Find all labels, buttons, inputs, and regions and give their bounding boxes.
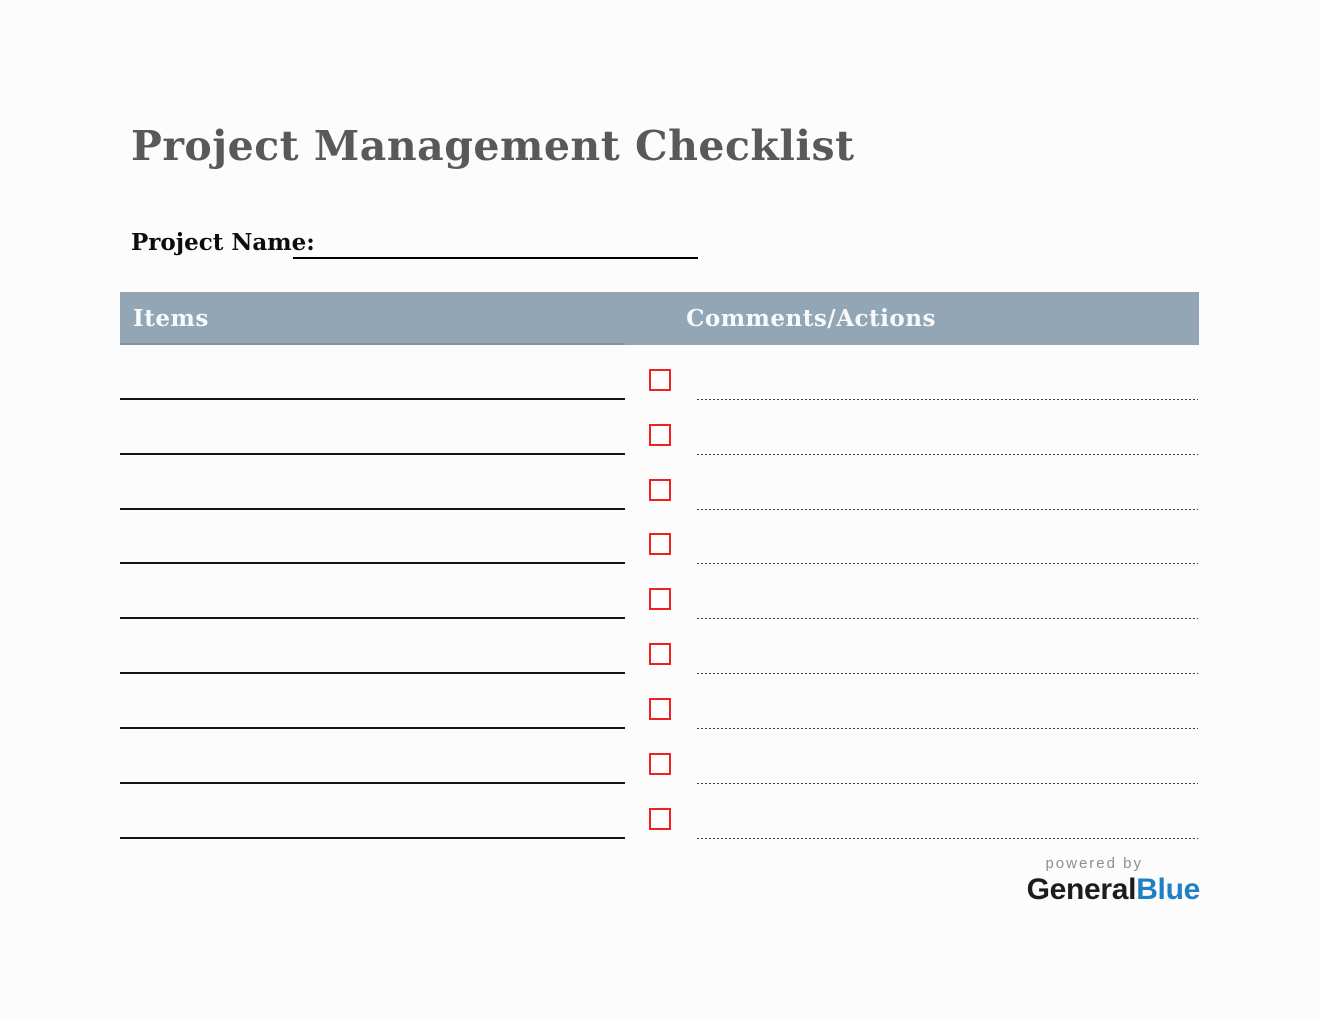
table-row xyxy=(120,619,1199,674)
project-name-input[interactable] xyxy=(293,226,698,259)
item-field[interactable] xyxy=(120,455,625,510)
row-checkbox[interactable] xyxy=(649,643,671,665)
comment-field[interactable] xyxy=(697,674,1198,729)
items-column-header: Items xyxy=(133,305,209,332)
table-row xyxy=(120,400,1199,455)
item-field[interactable] xyxy=(120,784,625,839)
row-checkbox[interactable] xyxy=(649,369,671,391)
table-row xyxy=(120,784,1199,839)
project-name-label: Project Name: xyxy=(131,229,315,256)
item-field[interactable] xyxy=(120,729,625,784)
comment-field[interactable] xyxy=(697,400,1198,455)
item-field[interactable] xyxy=(120,619,625,674)
comment-field[interactable] xyxy=(697,784,1198,839)
table-row xyxy=(120,455,1199,510)
brand-block xyxy=(1027,855,1200,907)
generalblue-logo xyxy=(1027,873,1200,907)
item-field[interactable] xyxy=(120,674,625,729)
comment-field[interactable] xyxy=(697,455,1198,510)
row-checkbox[interactable] xyxy=(649,533,671,555)
item-field[interactable] xyxy=(120,400,625,455)
row-checkbox[interactable] xyxy=(649,753,671,775)
brand-general-text: General xyxy=(1026,873,1137,906)
item-field[interactable] xyxy=(120,564,625,619)
row-checkbox[interactable] xyxy=(649,588,671,610)
table-row xyxy=(120,510,1199,565)
checklist-rows xyxy=(120,345,1199,839)
comment-field[interactable] xyxy=(697,619,1198,674)
row-checkbox[interactable] xyxy=(649,479,671,501)
row-checkbox[interactable] xyxy=(649,698,671,720)
table-row xyxy=(120,729,1199,784)
table-row xyxy=(120,674,1199,729)
row-checkbox[interactable] xyxy=(649,808,671,830)
table-header-bar xyxy=(120,292,1199,345)
comment-field[interactable] xyxy=(697,564,1198,619)
item-field[interactable] xyxy=(120,345,625,400)
brand-blue-text: Blue xyxy=(1136,873,1200,906)
comments-column-header: Comments/Actions xyxy=(686,305,936,332)
comment-field[interactable] xyxy=(697,729,1198,784)
table-row xyxy=(120,564,1199,619)
page-title: Project Management Checklist xyxy=(131,122,855,170)
item-field[interactable] xyxy=(120,510,625,565)
comment-field[interactable] xyxy=(697,510,1198,565)
powered-by-label: powered by xyxy=(1045,855,1143,872)
comment-field[interactable] xyxy=(697,345,1198,400)
table-row xyxy=(120,345,1199,400)
row-checkbox[interactable] xyxy=(649,424,671,446)
